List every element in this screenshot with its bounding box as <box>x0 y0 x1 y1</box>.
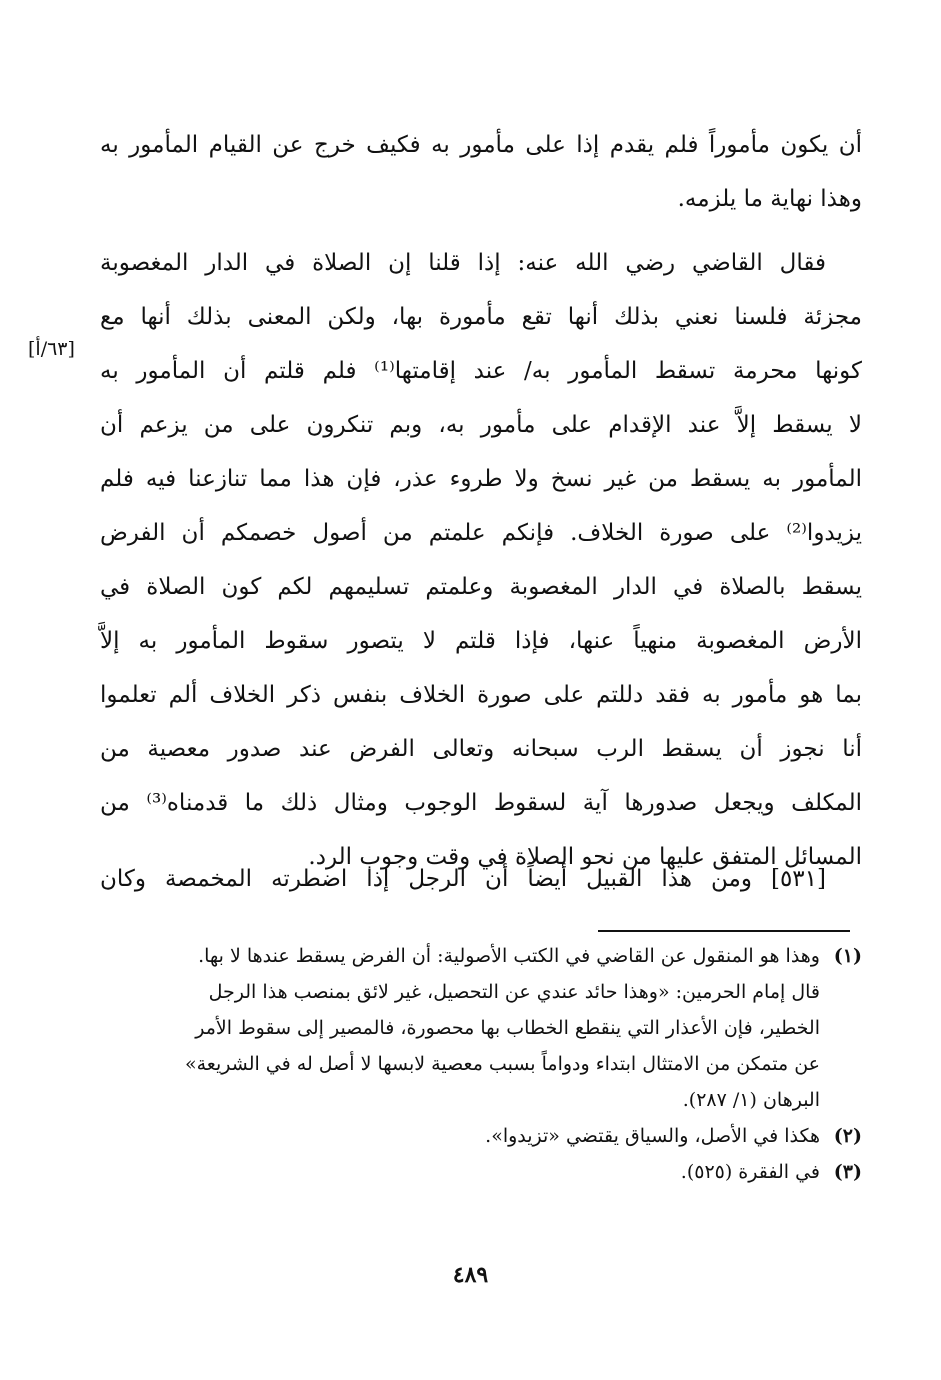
text-line: أن يكون مأموراً فلم يقدم إذا على مأمور به فكيف خرج عن القيام المأمور به <box>100 132 862 158</box>
footnote-text <box>100 1118 820 1154</box>
footnote-line: قال إمام الحرمين: «وهذا حائد عندي عن التحصيل، غير لائق بمنصب هذا الرجل <box>208 981 820 1003</box>
footnote-line: الخطير، فإن الأعذار التي ينقطع الخطاب بها محصورة، فالمصير إلى سقوط الأمر <box>195 1017 820 1039</box>
footnote-line: هكذا في الأصل، والسياق يقتضي «تزيدوا». <box>485 1125 820 1147</box>
footnote-text <box>100 1154 820 1190</box>
footnote-1 <box>100 938 862 1118</box>
footnote-2 <box>100 1118 862 1154</box>
paragraph-1 <box>100 118 862 226</box>
text-line: [٥٣١] ومن هذا القبيل أيضاً أن الرجل إذا اضطرته المخمصة وكان <box>100 866 826 892</box>
text-line: كونها محرمة تسقط المأمور به/ عند إقامتها⁽¹⁾ فلم قلتم أن المأمور به <box>100 358 862 384</box>
page-number: ٤٨٩ <box>452 1262 489 1288</box>
text-line: وهذا نهاية ما يلزمه. <box>677 186 862 212</box>
text-line: المأمور به يسقط من غير نسخ ولا طروء عذر، فإن هذا مما تنازعنا فيه فلم <box>100 466 862 492</box>
paragraph-2 <box>100 236 862 884</box>
footnote-line: وهذا هو المنقول عن القاضي في الكتب الأصولية: أن الفرض يسقط عندها لا بها. <box>198 945 820 967</box>
footnote-3 <box>100 1154 862 1190</box>
footnote-line: في الفقرة (٥٢٥). <box>680 1161 820 1183</box>
text-line: يسقط بالصلاة في الدار المغصوبة وعلمتم تسليمهم لكم كون الصلاة في <box>100 574 862 600</box>
text-line: أنا نجوز أن يسقط الرب سبحانه وتعالى الفرض عند صدور معصية من <box>100 736 862 762</box>
manuscript-folio-marker: [٦٣/أ] <box>28 338 75 360</box>
footnote-number: (٣) <box>833 1161 862 1183</box>
footnotes <box>100 938 862 1190</box>
footnote-number: (١) <box>833 945 862 967</box>
text-line: مجزئة فلسنا نعني بذلك أنها تقع مأمورة بها، ولكن المعنى بذلك أنها مع <box>100 304 862 330</box>
text-line: بما هو مأمور به فقد دللتم على صورة الخلاف بنفس ذكر الخلاف ألم تعلموا <box>100 682 862 708</box>
text-line: المكلف ويجعل صدورها آية لسقوط الوجوب ومثال ذلك ما قدمناه⁽³⁾ من <box>100 790 862 816</box>
text-line: لا يسقط إلاَّ عند الإقدام على مأمور به، وبم تنكرون على من يزعم أن <box>100 412 862 438</box>
footnote-text <box>100 938 820 1118</box>
paragraph-3 <box>100 852 862 906</box>
footnote-number: (٢) <box>833 1125 862 1147</box>
text-line: الأرض المغصوبة منهياً عنها، فإذا قلتم لا يتصور سقوط المأمور به إلاَّ <box>100 628 862 654</box>
footnote-separator <box>598 930 850 932</box>
text-line: المسائل المتفق عليها من نحو الصلاة في وقت وجوب الرد. <box>308 844 862 870</box>
footnote-line: عن متمكن من الامتثال ابتداء ودواماً بسبب معصية لابسها لا أصل له في الشريعة» <box>185 1053 820 1075</box>
text-line: يزيدوا⁽²⁾ على صورة الخلاف. فإنكم علمتم من أصول خصمكم أن الفرض <box>100 520 862 546</box>
footnote-line: البرهان (١/ ٢٨٧). <box>682 1089 820 1111</box>
text-line: فقال القاضي رضي الله عنه: إذا قلنا إن الصلاة في الدار المغصوبة <box>100 250 826 276</box>
